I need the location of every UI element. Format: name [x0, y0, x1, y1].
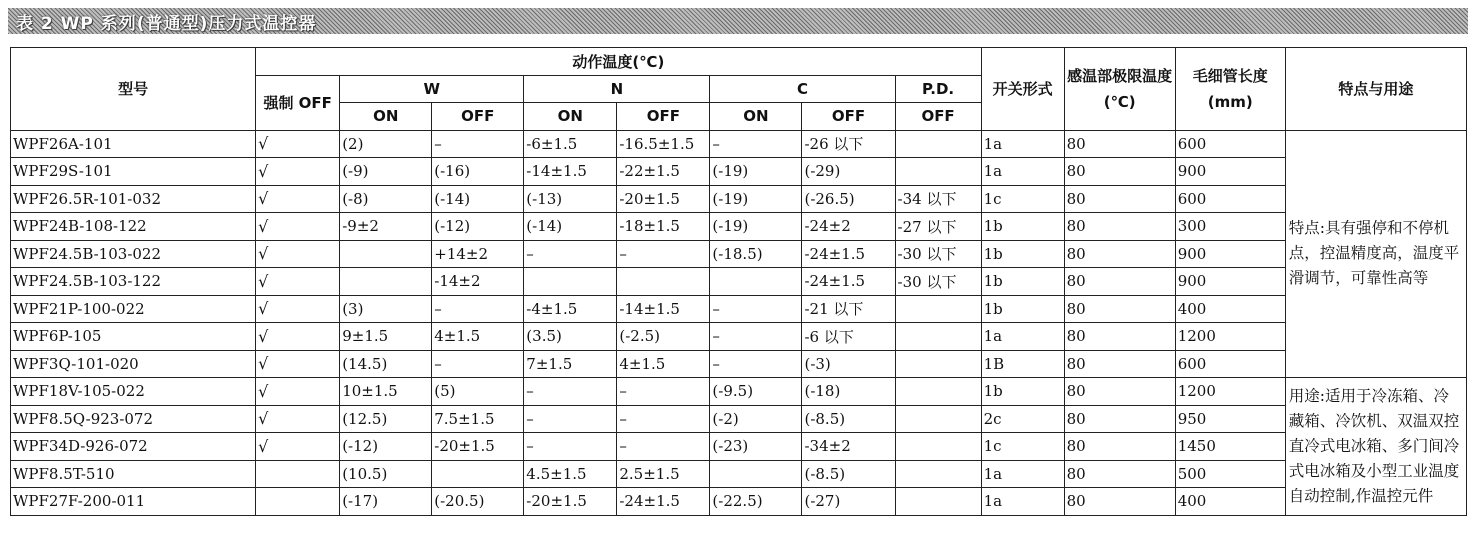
header-c-off: OFF	[802, 103, 895, 131]
cell-capillary-length: 600	[1175, 185, 1285, 213]
table-body	[11, 130, 1467, 515]
cell-capillary-length: 300	[1175, 213, 1285, 241]
table-title-bar	[8, 8, 1468, 34]
cell-c-on: (-22.5)	[710, 488, 802, 516]
cell-w-on: (10.5)	[340, 460, 432, 488]
cell-pd-off	[895, 460, 981, 488]
cell-n-on	[524, 268, 617, 296]
cell-forced-off: √	[256, 295, 340, 323]
cell-n-off: -18±1.5	[617, 213, 710, 241]
cell-switch-type: 1c	[981, 433, 1064, 461]
cell-c-on	[710, 268, 802, 296]
cell-switch-type: 1b	[981, 295, 1064, 323]
cell-n-off: -24±1.5	[617, 488, 710, 516]
header-n-on: ON	[524, 103, 617, 131]
cell-forced-off: √	[256, 185, 340, 213]
cell-w-on: 9±1.5	[340, 323, 432, 351]
cell-n-off: (-2.5)	[617, 323, 710, 351]
cell-model: WPF18V-105-022	[11, 378, 256, 406]
cell-switch-type: 1a	[981, 323, 1064, 351]
cell-sensor-limit: 80	[1064, 488, 1175, 516]
cell-sensor-limit: 80	[1064, 323, 1175, 351]
cell-w-on: (3)	[340, 295, 432, 323]
cell-pd-off	[895, 158, 981, 186]
header-forced-off: 强制 OFF	[256, 75, 340, 130]
cell-w-off: (-20.5)	[432, 488, 524, 516]
cell-switch-type: 1b	[981, 378, 1064, 406]
cell-switch-type: 1a	[981, 130, 1064, 158]
cell-capillary-length: 1200	[1175, 378, 1285, 406]
cell-n-off: –	[617, 240, 710, 268]
cell-c-on: –	[710, 350, 802, 378]
cell-w-off: –	[432, 130, 524, 158]
cell-c-on: (-2)	[710, 405, 802, 433]
cell-capillary-length: 950	[1175, 405, 1285, 433]
header-sensor-limit: 感温部极限温度(℃)	[1064, 48, 1175, 131]
cell-sensor-limit: 80	[1064, 433, 1175, 461]
cell-n-on: -14±1.5	[524, 158, 617, 186]
header-pd-off: OFF	[895, 103, 981, 131]
cell-w-off: (-14)	[432, 185, 524, 213]
cell-n-off: -16.5±1.5	[617, 130, 710, 158]
header-group-w: W	[340, 75, 524, 103]
cell-forced-off: √	[256, 433, 340, 461]
table-row	[11, 350, 1467, 378]
cell-switch-type: 1a	[981, 488, 1064, 516]
cell-pd-off	[895, 295, 981, 323]
cell-w-on: (-8)	[340, 185, 432, 213]
header-model: 型号	[11, 48, 256, 131]
cell-capillary-length: 1450	[1175, 433, 1285, 461]
cell-w-off: 7.5±1.5	[432, 405, 524, 433]
cell-c-off: (-27)	[802, 488, 895, 516]
spec-table	[10, 47, 1467, 516]
cell-c-on: (-19)	[710, 158, 802, 186]
cell-switch-type: 1b	[981, 240, 1064, 268]
header-n-off: OFF	[617, 103, 710, 131]
cell-n-off: –	[617, 378, 710, 406]
cell-n-off: –	[617, 405, 710, 433]
cell-forced-off: √	[256, 213, 340, 241]
cell-model: WPF34D-926-072	[11, 433, 256, 461]
table-row	[11, 460, 1467, 488]
cell-pd-off	[895, 433, 981, 461]
cell-n-on: 7±1.5	[524, 350, 617, 378]
cell-n-on: -4±1.5	[524, 295, 617, 323]
cell-w-off: -20±1.5	[432, 433, 524, 461]
cell-c-on: (-18.5)	[710, 240, 802, 268]
cell-n-on: –	[524, 433, 617, 461]
cell-switch-type: 1b	[981, 268, 1064, 296]
cell-w-on: 10±1.5	[340, 378, 432, 406]
cell-n-on: –	[524, 405, 617, 433]
cell-forced-off: √	[256, 350, 340, 378]
cell-n-on: 4.5±1.5	[524, 460, 617, 488]
feature-note: 特点:具有强停和不停机点，控温精度高，温度平滑调节，可靠性高等	[1285, 130, 1466, 378]
table-row	[11, 130, 1467, 158]
cell-n-on: –	[524, 240, 617, 268]
cell-w-off: +14±2	[432, 240, 524, 268]
cell-pd-off: -34 以下	[895, 185, 981, 213]
cell-c-off: (-8.5)	[802, 460, 895, 488]
cell-w-on	[340, 240, 432, 268]
cell-capillary-length: 400	[1175, 488, 1285, 516]
cell-pd-off: -30 以下	[895, 268, 981, 296]
cell-w-off: (-16)	[432, 158, 524, 186]
cell-pd-off: -30 以下	[895, 240, 981, 268]
table-row	[11, 185, 1467, 213]
cell-capillary-length: 900	[1175, 268, 1285, 296]
cell-forced-off: √	[256, 405, 340, 433]
cell-c-off: -21 以下	[802, 295, 895, 323]
cell-w-off: –	[432, 350, 524, 378]
cell-n-off: –	[617, 433, 710, 461]
cell-model: WPF26A-101	[11, 130, 256, 158]
cell-n-on: (3.5)	[524, 323, 617, 351]
cell-c-off: -24±1.5	[802, 240, 895, 268]
cell-c-on: –	[710, 130, 802, 158]
cell-sensor-limit: 80	[1064, 460, 1175, 488]
table-row	[11, 433, 1467, 461]
cell-forced-off: √	[256, 378, 340, 406]
cell-sensor-limit: 80	[1064, 130, 1175, 158]
table-row	[11, 405, 1467, 433]
cell-w-off: 4±1.5	[432, 323, 524, 351]
cell-sensor-limit: 80	[1064, 158, 1175, 186]
cell-model: WPF8.5Q-923-072	[11, 405, 256, 433]
cell-c-on: –	[710, 323, 802, 351]
header-switch-type: 开关形式	[981, 48, 1064, 131]
cell-w-on	[340, 268, 432, 296]
cell-capillary-length: 500	[1175, 460, 1285, 488]
cell-switch-type: 1a	[981, 158, 1064, 186]
cell-w-on: (12.5)	[340, 405, 432, 433]
cell-sensor-limit: 80	[1064, 240, 1175, 268]
cell-n-off: 2.5±1.5	[617, 460, 710, 488]
table-row	[11, 378, 1467, 406]
cell-model: WPF21P-100-022	[11, 295, 256, 323]
cell-n-off: -22±1.5	[617, 158, 710, 186]
cell-sensor-limit: 80	[1064, 268, 1175, 296]
cell-n-off	[617, 268, 710, 296]
usage-note: 用途:适用于冷冻箱、冷藏箱、冷饮机、双温双控直冷式电冰箱、多门间冷式电冰箱及小型工业温度自动控制,作温控元件	[1285, 378, 1466, 516]
cell-capillary-length: 1200	[1175, 323, 1285, 351]
cell-pd-off	[895, 378, 981, 406]
cell-n-on: (-14)	[524, 213, 617, 241]
header-w-off: OFF	[432, 103, 524, 131]
cell-switch-type: 1B	[981, 350, 1064, 378]
cell-c-on: (-19)	[710, 185, 802, 213]
header-group-pd: P.D.	[895, 75, 981, 103]
cell-capillary-length: 600	[1175, 350, 1285, 378]
cell-capillary-length: 900	[1175, 240, 1285, 268]
cell-c-on: –	[710, 295, 802, 323]
cell-forced-off: √	[256, 158, 340, 186]
header-capillary-length: 毛细管长度(mm)	[1175, 48, 1285, 131]
cell-n-off: 4±1.5	[617, 350, 710, 378]
table-row	[11, 240, 1467, 268]
cell-switch-type: 2c	[981, 405, 1064, 433]
cell-c-on: (-23)	[710, 433, 802, 461]
cell-n-off: -14±1.5	[617, 295, 710, 323]
table-row	[11, 488, 1467, 516]
cell-c-off: (-18)	[802, 378, 895, 406]
cell-w-off: (-12)	[432, 213, 524, 241]
cell-c-off: (-3)	[802, 350, 895, 378]
cell-c-off: (-29)	[802, 158, 895, 186]
cell-model: WPF26.5R-101-032	[11, 185, 256, 213]
table-row	[11, 158, 1467, 186]
cell-w-off: -14±2	[432, 268, 524, 296]
cell-c-off: -34±2	[802, 433, 895, 461]
cell-switch-type: 1b	[981, 213, 1064, 241]
cell-w-off: –	[432, 295, 524, 323]
cell-forced-off	[256, 488, 340, 516]
cell-sensor-limit: 80	[1064, 350, 1175, 378]
cell-model: WPF6P-105	[11, 323, 256, 351]
cell-model: WPF24.5B-103-022	[11, 240, 256, 268]
cell-model: WPF29S-101	[11, 158, 256, 186]
cell-c-off: (-26.5)	[802, 185, 895, 213]
cell-pd-off	[895, 488, 981, 516]
cell-c-on	[710, 460, 802, 488]
cell-w-off	[432, 460, 524, 488]
cell-n-off: -20±1.5	[617, 185, 710, 213]
cell-c-off: -26 以下	[802, 130, 895, 158]
header-features: 特点与用途	[1285, 48, 1466, 131]
cell-n-on: -6±1.5	[524, 130, 617, 158]
cell-sensor-limit: 80	[1064, 185, 1175, 213]
cell-sensor-limit: 80	[1064, 378, 1175, 406]
cell-forced-off: √	[256, 323, 340, 351]
cell-c-off: (-8.5)	[802, 405, 895, 433]
cell-pd-off	[895, 350, 981, 378]
table-row	[11, 268, 1467, 296]
cell-model: WPF24.5B-103-122	[11, 268, 256, 296]
cell-pd-off: -27 以下	[895, 213, 981, 241]
cell-n-on: -20±1.5	[524, 488, 617, 516]
cell-sensor-limit: 80	[1064, 213, 1175, 241]
cell-sensor-limit: 80	[1064, 405, 1175, 433]
cell-n-on: –	[524, 378, 617, 406]
cell-model: WPF27F-200-011	[11, 488, 256, 516]
cell-w-off: (5)	[432, 378, 524, 406]
cell-c-off: -6 以下	[802, 323, 895, 351]
cell-pd-off	[895, 323, 981, 351]
cell-model: WPF3Q-101-020	[11, 350, 256, 378]
cell-c-on: (-19)	[710, 213, 802, 241]
header-group-c: C	[710, 75, 895, 103]
cell-capillary-length: 600	[1175, 130, 1285, 158]
cell-w-on: -9±2	[340, 213, 432, 241]
cell-forced-off: √	[256, 268, 340, 296]
cell-model: WPF8.5T-510	[11, 460, 256, 488]
table-row	[11, 323, 1467, 351]
header-action-temp: 动作温度(℃)	[256, 48, 981, 76]
table-row	[11, 295, 1467, 323]
header-w-on: ON	[340, 103, 432, 131]
cell-model: WPF24B-108-122	[11, 213, 256, 241]
cell-w-on: (-17)	[340, 488, 432, 516]
table-row	[11, 213, 1467, 241]
cell-capillary-length: 400	[1175, 295, 1285, 323]
cell-n-on: (-13)	[524, 185, 617, 213]
cell-w-on: (-9)	[340, 158, 432, 186]
cell-capillary-length: 900	[1175, 158, 1285, 186]
cell-c-off: -24±2	[802, 213, 895, 241]
cell-pd-off	[895, 130, 981, 158]
table-title: 表 2 WP 系列(普通型)压力式温控器	[16, 13, 317, 34]
cell-switch-type: 1a	[981, 460, 1064, 488]
cell-w-on: (2)	[340, 130, 432, 158]
cell-w-on: (14.5)	[340, 350, 432, 378]
header-group-n: N	[524, 75, 710, 103]
cell-switch-type: 1c	[981, 185, 1064, 213]
cell-forced-off	[256, 460, 340, 488]
cell-forced-off: √	[256, 130, 340, 158]
cell-sensor-limit: 80	[1064, 295, 1175, 323]
cell-forced-off: √	[256, 240, 340, 268]
cell-c-off: -24±1.5	[802, 268, 895, 296]
cell-w-on: (-12)	[340, 433, 432, 461]
cell-c-on: (-9.5)	[710, 378, 802, 406]
header-c-on: ON	[710, 103, 802, 131]
cell-pd-off	[895, 405, 981, 433]
